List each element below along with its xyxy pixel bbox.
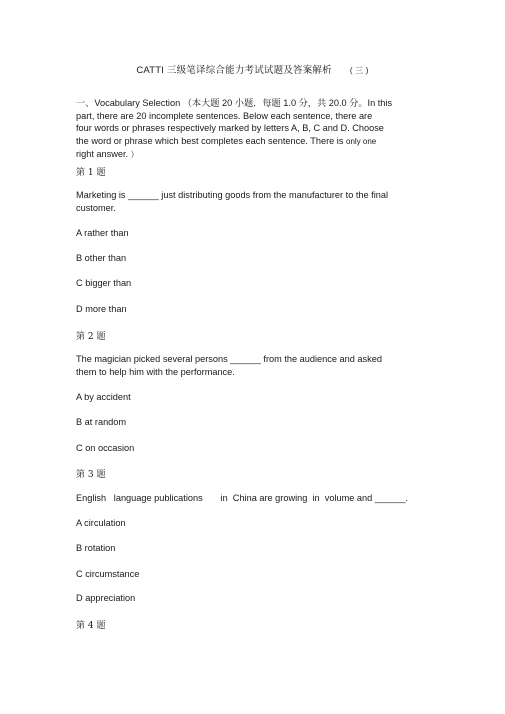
title-suffix: ( 三 ) [349, 66, 369, 75]
question-3-option-a: A circulation [76, 518, 126, 528]
question-1-option-a: A rather than [76, 228, 129, 238]
question-1-heading: 第 1 题 [76, 168, 106, 178]
intro-line-4a: the word or phrase which best completes each sentence. There is [76, 135, 344, 146]
document-title [0, 62, 505, 76]
title-text: CATTI 三级笔译综合能力考试试题及答案解析 [136, 65, 332, 76]
question-1-option-b: B other than [76, 253, 127, 263]
question-2-text [76, 353, 428, 379]
intro-line-5a: right answer. [76, 149, 129, 159]
question-2-option-b: B at random [76, 417, 127, 427]
intro-line-4b: only one [346, 136, 377, 146]
question-3-heading: 第 3 题 [76, 470, 106, 480]
intro-line-2: part, there are 20 incomplete sentences. Below each sentence, there are [76, 110, 373, 121]
question-1-option-c: C bigger than [76, 278, 132, 288]
question-4-heading: 第 4 题 [76, 621, 106, 631]
question-2-option-c: C on occasion [76, 443, 135, 453]
question-2-text-line-1: The magician picked several persons ______ from the audience and asked [76, 354, 382, 364]
question-3-text: English language publications in China are growing in volume and ______. [76, 493, 408, 503]
intro-line-3: four words or phrases respectively marked by letters A, B, C and D. Choose [76, 123, 384, 133]
intro-line-4 [76, 135, 432, 149]
question-3-option-b: B rotation [76, 543, 116, 553]
question-2-option-a: A by accident [76, 392, 131, 402]
question-2-text-line-2: them to help him with the performance. [76, 367, 235, 377]
question-1-option-d: D more than [76, 304, 127, 314]
intro-line-5 [76, 148, 432, 162]
question-3-option-d: D appreciation [76, 593, 136, 603]
section-intro [76, 97, 432, 162]
question-1-text: Marketing is ______ just distributing goods from the manufacturer to the final customer. [76, 190, 389, 213]
question-3-option-c: C circumstance [76, 569, 140, 579]
intro-line-1: 一、Vocabulary Selection （本大题 20 小题．每题 1.0 分，共 20.0 分。In this [76, 98, 393, 108]
intro-line-5b: ） [130, 150, 139, 159]
question-2-heading: 第 2 题 [76, 332, 106, 342]
